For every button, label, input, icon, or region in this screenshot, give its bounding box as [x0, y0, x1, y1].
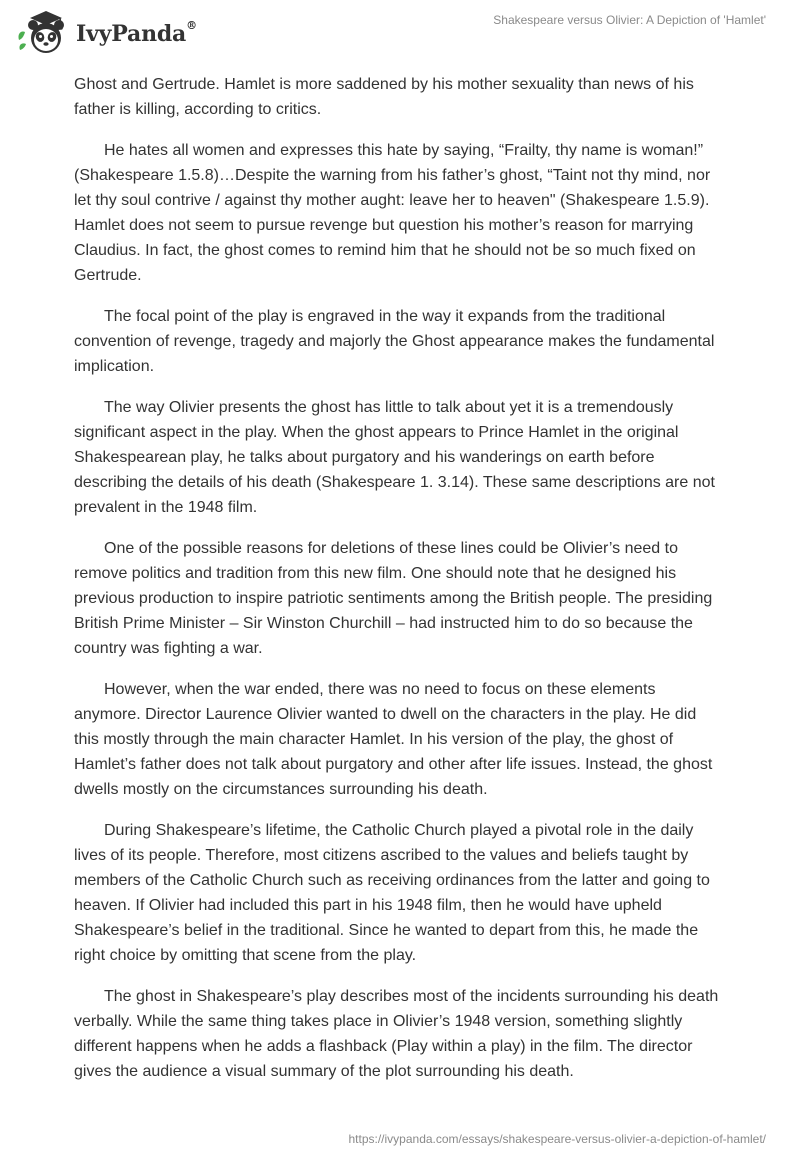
- logo-text: IvyPanda®: [76, 18, 197, 47]
- source-url[interactable]: https://ivypanda.com/essays/shakespeare-versus-olivier-a-depiction-of-hamlet/: [348, 1132, 766, 1146]
- paragraph: The way Olivier presents the ghost has little to talk about yet it is a tremendously significant aspect in the play. When the ghost appears to Prince Hamlet in the original Shakespearean play, he talks about purgatory and his wanderings on earth before describing the details of his death (Shakespeare 1. 3.14). These same descriptions are not prevalent in the 1948 film.: [74, 399, 715, 516]
- paragraph: Ghost and Gertrude. Hamlet is more saddened by his mother sexuality than news of his father is killing, according to critics.: [74, 76, 694, 118]
- paragraph: However, when the war ended, there was no need to focus on these elements anymore. Director Laurence Olivier wanted to dwell on the characters in the play. He did this mostly through the main character Hamlet. In his version of the play, the ghost of Hamlet’s father does not talk about purgatory and other after life issues. Instead, the ghost dwells mostly on the circumstances surrounding his death.: [74, 681, 713, 798]
- paragraph: The focal point of the play is engraved in the way it expands from the traditional convention of revenge, tragedy and majorly the Ghost appearance makes the fundamental implication.: [74, 308, 715, 375]
- document-title: Shakespeare versus Olivier: A Depiction of 'Hamlet': [493, 13, 766, 27]
- paragraph: During Shakespeare’s lifetime, the Catholic Church played a pivotal role in the daily lives of its people. Therefore, most citizens ascribed to the values and beliefs taught by members of the Catholic Church such as receiving ordinances from the latter and going to heaven. If Olivier had included this part in his 1948 film, then he would have upheld Shakespeare’s belief in the traditional. Since he wanted to depart from this, he made the right choice by omitting that scene from the play.: [74, 822, 710, 964]
- paragraph: He hates all women and expresses this hate by saying, “Frailty, thy name is woman!” (Shakespeare 1.5.8)…Despite the warning from his father’s ghost, “Taint not thy mind, nor let thy soul contrive / against thy mother aught: leave her to heaven" (Shakespeare 1.5.9). Hamlet does not seem to pursue revenge but question his mother’s reason for marrying Claudius. In fact, the ghost comes to remind him that he should not be so much fixed on Gertrude.: [74, 142, 711, 284]
- page-header: [0, 0, 800, 64]
- paragraph: One of the possible reasons for deletions of these lines could be Olivier’s need to remove politics and tradition from this new film. One should note that he designed his previous production to inspire patriotic sentiments among the British people. The presiding British Prime Minister – Sir Winston Churchill – had instructed him to do so because the country was fighting a war.: [74, 540, 713, 657]
- paragraph: The ghost in Shakespeare’s play describes most of the incidents surrounding his death verbally. While the same thing takes place in Olivier’s 1948 version, something slightly different happens when he adds a flashback (Play within a play) in the film. The director gives the audience a visual summary of the plot surrounding his death.: [74, 988, 719, 1080]
- panda-logo-icon: [16, 8, 72, 56]
- ivypanda-logo[interactable]: [16, 8, 197, 56]
- essay-body: [74, 72, 724, 1100]
